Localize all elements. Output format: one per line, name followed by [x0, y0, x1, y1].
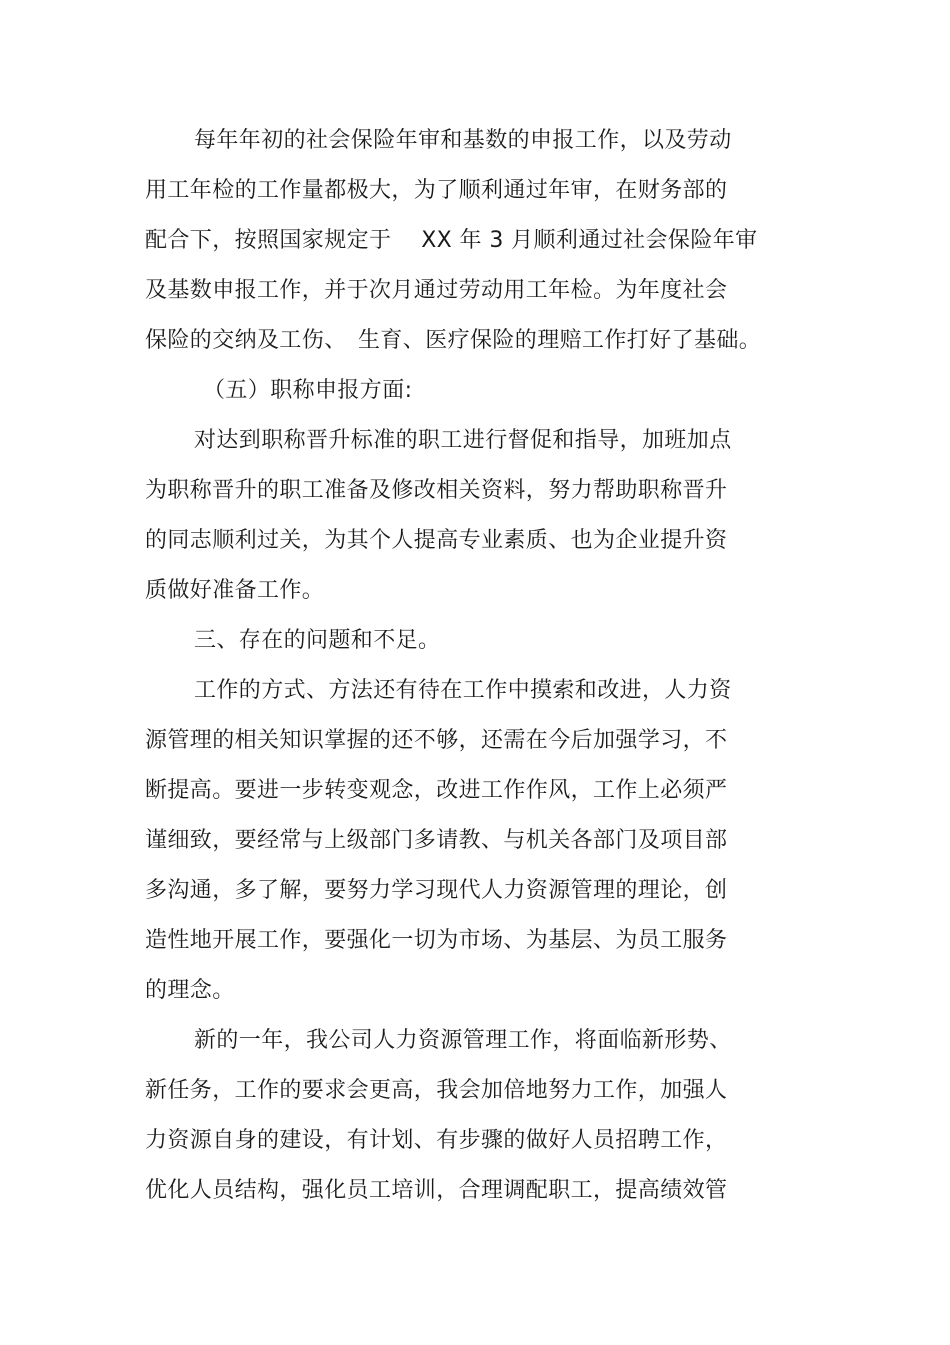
paragraph-line: 的理念。: [145, 978, 235, 1003]
paragraph-line: 质做好准备工作。: [145, 578, 325, 603]
section-heading: （五）职称申报方面:: [203, 378, 413, 403]
paragraph-line: 保险的交纳及工伤、 生育、医疗保险的理赔工作打好了基础。: [145, 328, 762, 353]
paragraph-line: 及基数申报工作，并于次月通过劳动用工年检。为年度社会: [145, 278, 728, 303]
paragraph-line: 断提高。要进一步转变观念，改进工作作风，工作上必须严: [145, 778, 728, 803]
paragraph-line: 源管理的相关知识掌握的还不够，还需在今后加强学习，不: [145, 728, 728, 753]
paragraph-line: 工作的方式、方法还有待在工作中摸索和改进，人力资: [194, 678, 732, 703]
paragraph-line: 对达到职称晋升标准的职工进行督促和指导，加班加点: [194, 428, 732, 453]
paragraph-line: 多沟通，多了解，要努力学习现代人力资源管理的理论，创: [145, 878, 728, 903]
paragraph-line: 造性地开展工作，要强化一切为市场、为基层、为员工服务: [145, 928, 728, 953]
paragraph-line: 新任务，工作的要求会更高，我会加倍地努力工作，加强人: [145, 1078, 728, 1103]
paragraph-line: 力资源自身的建设，有计划、有步骤的做好人员招聘工作，: [145, 1128, 728, 1153]
paragraph-line: 用工年检的工作量都极大，为了顺利通过年审，在财务部的: [145, 178, 728, 203]
paragraph-line: 配合下，按照国家规定于 XX 年 3 月顺利通过社会保险年审: [145, 228, 758, 253]
paragraph-line: 优化人员结构，强化员工培训，合理调配职工，提高绩效管: [145, 1178, 728, 1203]
paragraph-line: 新的一年，我公司人力资源管理工作，将面临新形势、: [194, 1028, 732, 1053]
paragraph-line: 谨细致，要经常与上级部门多请教、与机关各部门及项目部: [145, 828, 728, 853]
paragraph-line: 为职称晋升的职工准备及修改相关资料，努力帮助职称晋升: [145, 478, 728, 503]
paragraph-line: 每年年初的社会保险年审和基数的申报工作，以及劳动: [194, 128, 732, 153]
section-heading: 三、存在的问题和不足。: [194, 628, 441, 653]
paragraph-line: 的同志顺利过关，为其个人提高专业素质、也为企业提升资: [145, 528, 728, 553]
